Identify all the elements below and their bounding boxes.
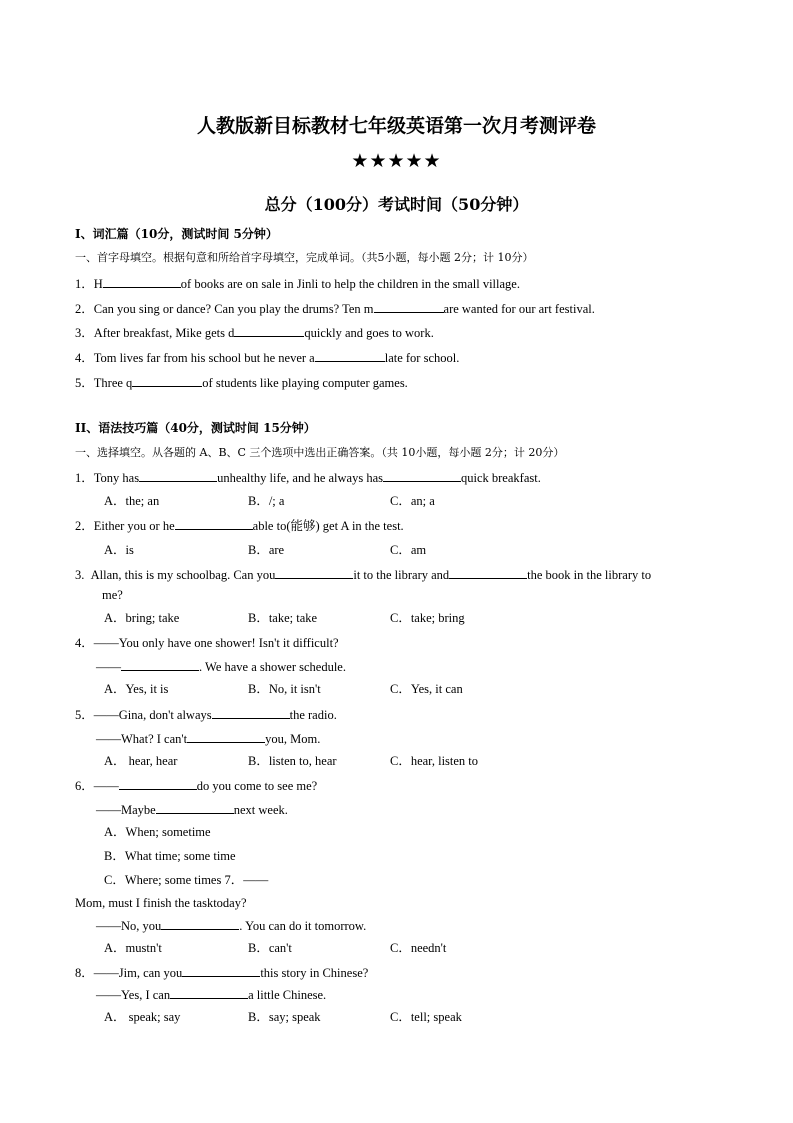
- answer-blank[interactable]: [175, 517, 253, 530]
- answer-blank[interactable]: [182, 964, 260, 977]
- question-1: 1．Tony has unhealthy life, and he always has quick breakfast.: [75, 471, 541, 485]
- answer-blank[interactable]: [161, 917, 239, 930]
- section2-instruction: 一、选择填空。从各题的 A、B、C 三个选项中选出正确答案。（共 10小题，每小题 2分；计 20分）: [75, 446, 565, 459]
- answer-blank[interactable]: [132, 374, 202, 387]
- answer-blank[interactable]: [212, 706, 290, 719]
- vocab-item-1: 1．H of books are on sale in Jinli to help the children in the small village.: [75, 277, 520, 291]
- page-title: 人教版新目标教材七年级英语第一次月考测评卷: [196, 115, 596, 137]
- answer-blank[interactable]: [374, 300, 444, 313]
- question-8-reply: ——Yes, I can a little Chinese.: [96, 988, 327, 1002]
- vocab-item-4: 4．Tom lives far from his school but he never a late for school.: [75, 351, 460, 365]
- question-7-reply: ——No, you . You can do it tomorrow.: [96, 919, 367, 933]
- q8-option-a[interactable]: A． speak; say: [104, 1010, 181, 1024]
- q2-option-a[interactable]: A．is: [104, 543, 134, 557]
- difficulty-stars: ★★★★★: [351, 150, 442, 172]
- vocab-item-3: 3．After breakfast, Mike gets d quickly and goes to work.: [75, 326, 434, 340]
- q2-option-b[interactable]: B．are: [248, 543, 285, 557]
- q7-option-c[interactable]: C．needn't: [390, 941, 447, 955]
- q1-option-c[interactable]: C．an; a: [390, 494, 435, 508]
- q2-option-c[interactable]: C．am: [390, 543, 427, 557]
- q5-option-c[interactable]: C．hear, listen to: [390, 754, 479, 768]
- q8-option-b[interactable]: B．say; speak: [248, 1010, 321, 1024]
- q5-option-a[interactable]: A． hear, hear: [104, 754, 178, 768]
- q3-option-a[interactable]: A．bring; take: [104, 611, 180, 625]
- question-4-reply: —— . We have a shower schedule.: [96, 660, 346, 674]
- answer-blank[interactable]: [156, 801, 234, 814]
- answer-blank[interactable]: [103, 275, 181, 288]
- question-8: 8．——Jim, can you this story in Chinese?: [75, 966, 369, 980]
- answer-blank[interactable]: [315, 349, 385, 362]
- section1-heading: I、词汇篇（10分，测试时间 5分钟）: [75, 227, 278, 241]
- question-5-reply: ——What? I can't you, Mom.: [96, 732, 321, 746]
- q6-option-c[interactable]: C．Where; some times 7．——: [104, 873, 269, 887]
- q1-option-b[interactable]: B．/; a: [248, 494, 285, 508]
- answer-blank[interactable]: [449, 566, 527, 579]
- q7-option-a[interactable]: A．mustn't: [104, 941, 162, 955]
- q4-option-c[interactable]: C．Yes, it can: [390, 682, 463, 696]
- question-5: 5．——Gina, don't always the radio.: [75, 708, 337, 722]
- answer-blank[interactable]: [187, 730, 265, 743]
- vocab-item-2: 2．Can you sing or dance? Can you play the drums? Ten m are wanted for our art festival.: [75, 302, 595, 316]
- question-6-reply: ——Maybe next week.: [96, 803, 288, 817]
- vocab-item-5: 5．Three q of students like playing computer games.: [75, 376, 408, 390]
- q8-option-c[interactable]: C．tell; speak: [390, 1010, 462, 1024]
- q3-option-c[interactable]: C．take; bring: [390, 611, 465, 625]
- section1-instruction: 一、首字母填空。根据句意和所给首字母填空，完成单词。（共5小题，每小题 2分；计 10分）: [75, 251, 534, 264]
- question-7: Mom, must I finish the tasktoday?: [75, 896, 247, 910]
- answer-blank[interactable]: [121, 658, 199, 671]
- question-3: 3. Allan, this is my schoolbag. Can you it to the library and the book in the library to: [75, 568, 652, 582]
- question-6: 6．—— do you come to see me?: [75, 779, 318, 793]
- answer-blank[interactable]: [275, 566, 353, 579]
- answer-blank[interactable]: [170, 986, 248, 999]
- q3-option-b[interactable]: B．take; take: [248, 611, 318, 625]
- answer-blank[interactable]: [139, 469, 217, 482]
- q5-option-b[interactable]: B．listen to, hear: [248, 754, 337, 768]
- answer-blank[interactable]: [234, 324, 304, 337]
- q4-option-a[interactable]: A．Yes, it is: [104, 682, 169, 696]
- section2-heading: II、语法技巧篇（40分，测试时间 15分钟）: [75, 421, 316, 435]
- question-4: 4．——You only have one shower! Isn't it difficult?: [75, 636, 339, 650]
- q6-option-b[interactable]: B．What time; some time: [104, 849, 236, 863]
- answer-blank[interactable]: [383, 469, 461, 482]
- answer-blank[interactable]: [119, 777, 197, 790]
- q7-option-b[interactable]: B．can't: [248, 941, 292, 955]
- q1-option-a[interactable]: A．the; an: [104, 494, 160, 508]
- q6-option-a[interactable]: A．When; sometime: [104, 825, 211, 839]
- score-time-subtitle: 总分（100分）考试时间（50分钟）: [264, 195, 529, 214]
- question-2: 2．Either you or he able to(能够) get A in the test.: [75, 519, 404, 533]
- q4-option-b[interactable]: B．No, it isn't: [248, 682, 321, 696]
- question-3-continued: me?: [102, 588, 123, 602]
